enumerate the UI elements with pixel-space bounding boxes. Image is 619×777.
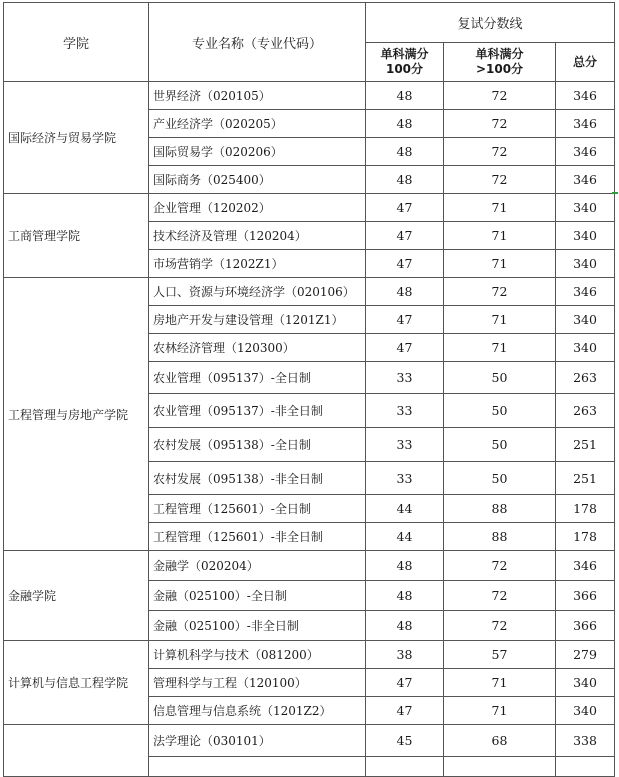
score-single-100-cell: 44 <box>366 523 444 551</box>
score-single-gt100-cell: 71 <box>444 306 556 334</box>
major-cell: 房地产开发与建设管理（1201Z1） <box>149 306 366 334</box>
college-cell: 工程管理与房地产学院 <box>4 278 149 551</box>
score-total-cell: 263 <box>556 394 615 428</box>
score-single-100-cell: 47 <box>366 194 444 222</box>
header-single-gt100-line1: 单科满分 <box>475 47 524 61</box>
score-single-gt100-cell: 88 <box>444 495 556 523</box>
score-single-100-cell: 48 <box>366 166 444 194</box>
score-total-cell: 178 <box>556 495 615 523</box>
score-single-gt100-cell: 71 <box>444 250 556 278</box>
score-total-cell: 338 <box>556 725 615 757</box>
major-cell: 市场营销学（1202Z1） <box>149 250 366 278</box>
table-row <box>4 641 615 669</box>
score-single-gt100-cell: 68 <box>444 725 556 757</box>
score-single-gt100-cell: 72 <box>444 611 556 641</box>
score-total-cell: 178 <box>556 523 615 551</box>
score-total-cell: 251 <box>556 462 615 495</box>
header-single-gt100 <box>444 43 556 82</box>
score-single-gt100-cell: 71 <box>444 669 556 697</box>
major-cell: 法学理论（030101） <box>149 725 366 757</box>
score-single-100-cell: 33 <box>366 428 444 462</box>
score-single-gt100-cell: 50 <box>444 362 556 394</box>
score-total-cell: 366 <box>556 581 615 611</box>
score-single-100-cell: 48 <box>366 551 444 581</box>
table-body <box>4 82 615 777</box>
major-cell: 农林经济管理（120300） <box>149 334 366 362</box>
score-total-cell: 346 <box>556 166 615 194</box>
score-single-gt100-cell: 57 <box>444 641 556 669</box>
score-total-cell: 340 <box>556 222 615 250</box>
green-marker <box>612 192 618 194</box>
major-cell: 国际贸易学（020206） <box>149 138 366 166</box>
header-single-100-line2: 100分 <box>385 62 424 76</box>
table-row <box>4 551 615 581</box>
score-total-cell: 346 <box>556 551 615 581</box>
major-cell: 国际商务（025400） <box>149 166 366 194</box>
score-single-100-cell: 33 <box>366 462 444 495</box>
score-total-cell: 251 <box>556 428 615 462</box>
major-cell: 企业管理（120202） <box>149 194 366 222</box>
major-cell: 农村发展（095138）-全日制 <box>149 428 366 462</box>
score-table <box>3 2 615 777</box>
score-single-gt100-cell: 72 <box>444 551 556 581</box>
college-cell <box>4 725 149 777</box>
score-single-gt100-cell: 50 <box>444 428 556 462</box>
score-single-gt100-cell: 72 <box>444 166 556 194</box>
table-row <box>4 725 615 757</box>
score-single-gt100-cell: 72 <box>444 110 556 138</box>
score-single-100-cell: 33 <box>366 362 444 394</box>
score-single-100-cell: 48 <box>366 581 444 611</box>
score-single-gt100-cell: 71 <box>444 697 556 725</box>
major-cell: 工程管理（125601）-非全日制 <box>149 523 366 551</box>
major-cell: 金融（025100）-全日制 <box>149 581 366 611</box>
score-single-gt100-cell <box>444 757 556 777</box>
major-cell: 计算机科学与技术（081200） <box>149 641 366 669</box>
score-total-cell: 340 <box>556 194 615 222</box>
score-single-100-cell: 48 <box>366 278 444 306</box>
college-cell: 金融学院 <box>4 551 149 641</box>
score-single-gt100-cell: 50 <box>444 462 556 495</box>
score-single-100-cell: 47 <box>366 697 444 725</box>
score-single-100-cell <box>366 757 444 777</box>
major-cell: 管理科学与工程（120100） <box>149 669 366 697</box>
header-score-line: 复试分数线 <box>366 3 615 43</box>
major-cell: 世界经济（020105） <box>149 82 366 110</box>
score-single-100-cell: 33 <box>366 394 444 428</box>
score-total-cell: 346 <box>556 278 615 306</box>
header-single-100 <box>366 43 444 82</box>
major-cell: 农业管理（095137）-全日制 <box>149 362 366 394</box>
header-total: 总分 <box>556 43 615 82</box>
score-single-100-cell: 38 <box>366 641 444 669</box>
score-total-cell: 340 <box>556 250 615 278</box>
major-cell <box>149 757 366 777</box>
score-single-100-cell: 47 <box>366 222 444 250</box>
score-total-cell <box>556 757 615 777</box>
score-total-cell: 346 <box>556 110 615 138</box>
score-single-gt100-cell: 72 <box>444 82 556 110</box>
score-single-gt100-cell: 72 <box>444 138 556 166</box>
college-cell: 工商管理学院 <box>4 194 149 278</box>
score-single-100-cell: 48 <box>366 110 444 138</box>
table-header <box>4 3 615 82</box>
college-cell: 计算机与信息工程学院 <box>4 641 149 725</box>
score-single-100-cell: 48 <box>366 82 444 110</box>
major-cell: 金融（025100）-非全日制 <box>149 611 366 641</box>
major-cell: 产业经济学（020205） <box>149 110 366 138</box>
major-cell: 人口、资源与环境经济学（020106） <box>149 278 366 306</box>
score-total-cell: 340 <box>556 669 615 697</box>
score-single-gt100-cell: 88 <box>444 523 556 551</box>
score-total-cell: 366 <box>556 611 615 641</box>
table-row <box>4 194 615 222</box>
score-single-100-cell: 47 <box>366 250 444 278</box>
score-single-100-cell: 47 <box>366 306 444 334</box>
score-single-100-cell: 48 <box>366 138 444 166</box>
major-cell: 金融学（020204） <box>149 551 366 581</box>
score-single-gt100-cell: 71 <box>444 334 556 362</box>
score-single-100-cell: 47 <box>366 669 444 697</box>
table-row <box>4 82 615 110</box>
major-cell: 工程管理（125601）-全日制 <box>149 495 366 523</box>
header-single-100-line1: 单科满分 <box>380 47 429 61</box>
score-total-cell: 346 <box>556 82 615 110</box>
major-cell: 信息管理与信息系统（1201Z2） <box>149 697 366 725</box>
major-cell: 农业管理（095137）-非全日制 <box>149 394 366 428</box>
college-cell: 国际经济与贸易学院 <box>4 82 149 194</box>
major-cell: 农村发展（095138）-非全日制 <box>149 462 366 495</box>
table-row <box>4 278 615 306</box>
score-total-cell: 340 <box>556 697 615 725</box>
score-single-gt100-cell: 72 <box>444 278 556 306</box>
score-single-gt100-cell: 50 <box>444 394 556 428</box>
score-single-100-cell: 48 <box>366 611 444 641</box>
score-single-100-cell: 44 <box>366 495 444 523</box>
score-total-cell: 279 <box>556 641 615 669</box>
score-total-cell: 340 <box>556 334 615 362</box>
header-college: 学院 <box>4 3 149 82</box>
header-major: 专业名称（专业代码） <box>149 3 366 82</box>
score-single-100-cell: 45 <box>366 725 444 757</box>
header-single-gt100-line2: >100分 <box>475 62 524 76</box>
score-single-gt100-cell: 72 <box>444 581 556 611</box>
score-total-cell: 346 <box>556 138 615 166</box>
score-single-100-cell: 47 <box>366 334 444 362</box>
score-single-gt100-cell: 71 <box>444 222 556 250</box>
score-total-cell: 263 <box>556 362 615 394</box>
score-total-cell: 340 <box>556 306 615 334</box>
major-cell: 技术经济及管理（120204） <box>149 222 366 250</box>
score-single-gt100-cell: 71 <box>444 194 556 222</box>
